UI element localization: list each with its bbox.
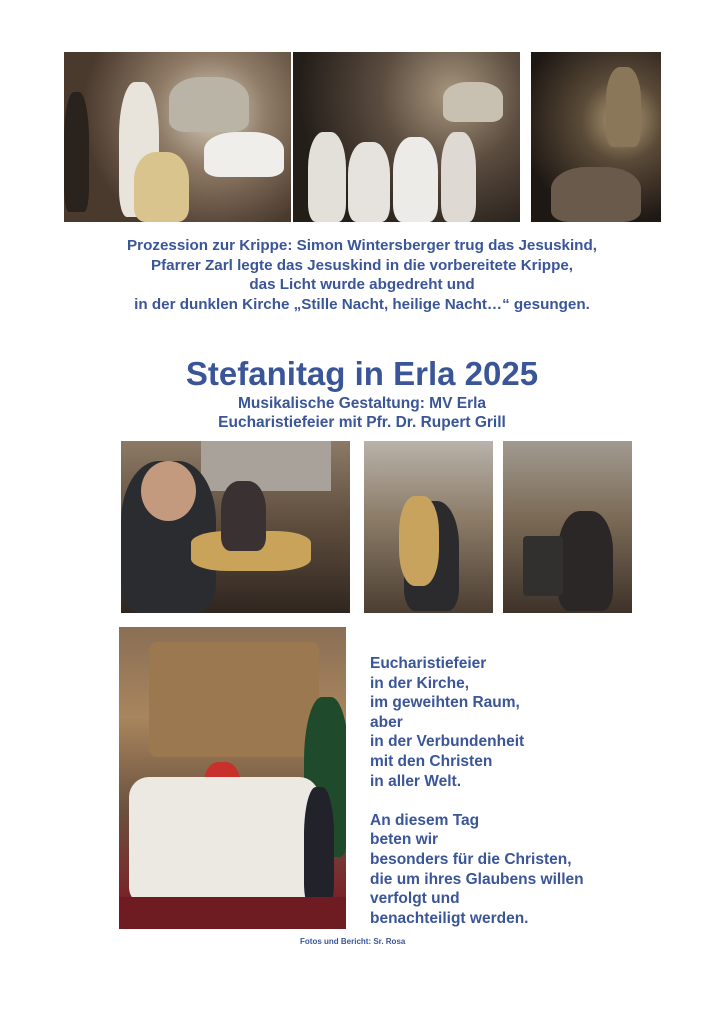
poem-line: beten wir	[370, 831, 439, 849]
caption-line: Prozession zur Krippe: Simon Wintersberger trug das Jesuskind,	[127, 237, 597, 254]
poem-line: mit den Christen	[370, 752, 493, 770]
page-title: Stefanitag in Erla 2025	[185, 355, 539, 392]
stanza-gap	[370, 791, 690, 811]
poem-line: Eucharistiefeier	[370, 655, 487, 672]
subtitle-mass: Eucharistiefeier mit Pfr. Dr. Rupert Grill	[218, 414, 506, 431]
photo-altar-servers-procession	[293, 52, 520, 222]
poem-line: die um ihres Glaubens willen	[370, 870, 584, 888]
poem-line: im geweihten Raum,	[370, 694, 520, 712]
poem-line: verfolgt und	[370, 890, 460, 908]
poem-line: aber	[370, 713, 403, 731]
poem-line: in der Kirche,	[370, 674, 470, 692]
caption-top	[60, 236, 664, 314]
photo-trombone-player	[503, 441, 632, 613]
caption-line: in der dunklen Kirche „Stille Nacht, heilige Nacht…“ gesungen.	[134, 295, 590, 313]
photo-tuba-player	[364, 441, 493, 613]
photo-trumpet-players	[121, 441, 350, 613]
subtitle-music: Musikalische Gestaltung: MV Erla	[237, 395, 487, 412]
poem-text	[370, 654, 690, 928]
poem-line: in aller Welt.	[370, 772, 462, 790]
poem-line: in der Verbundenheit	[370, 733, 525, 751]
photo-group-altar-servers	[119, 627, 346, 929]
photo-credit: Fotos und Bericht: Sr. Rosa	[300, 937, 406, 946]
photo-dark-church-altar	[531, 52, 661, 222]
poem-line: besonders für die Christen,	[370, 850, 572, 868]
poem-line: An diesem Tag	[370, 811, 480, 829]
caption-line: Pfarrer Zarl legte das Jesuskind in die vorbereitete Krippe,	[150, 256, 574, 274]
poem-line: benachteiligt werden.	[370, 909, 529, 927]
photo-priest-at-crib	[64, 52, 291, 222]
caption-line: das Licht wurde abgedreht und	[249, 276, 475, 293]
